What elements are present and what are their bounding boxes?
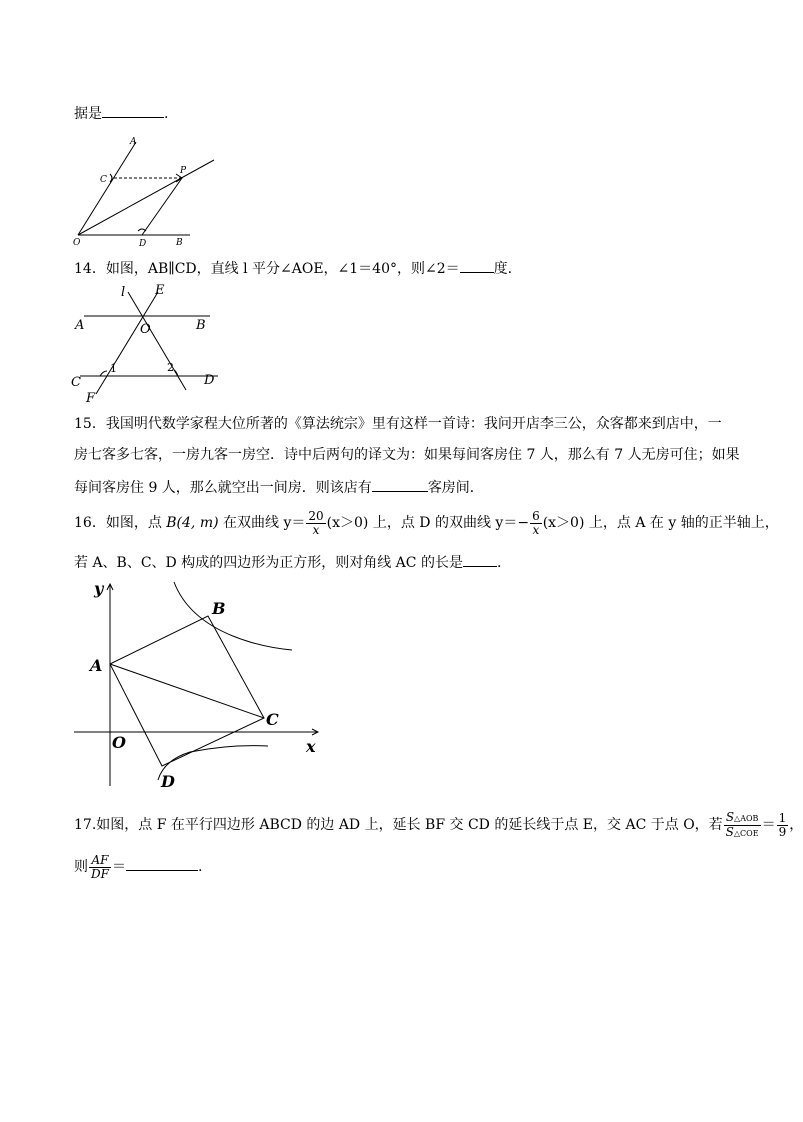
q17-area-num-s: S: [725, 809, 735, 824]
fig14-label-e: E: [155, 283, 165, 298]
q14-answer-blank[interactable]: [460, 258, 494, 273]
fig16-label-x: x: [306, 737, 316, 756]
fig14-label-l: l: [121, 285, 126, 300]
fig14-label-b: B: [196, 318, 206, 333]
q17-area-ratio: [724, 811, 761, 840]
fig13-label-a: A: [130, 137, 137, 147]
fig13-line-oa: [78, 142, 136, 235]
q17-one-ninth: [777, 812, 789, 839]
fig16-label-a: A: [90, 656, 103, 675]
q17-equals: ＝: [761, 817, 776, 833]
q16-point-b: B(4, m): [166, 515, 219, 531]
q17-ratio-den: 9: [778, 824, 787, 839]
fig16-label-b: B: [212, 599, 226, 618]
fig14-label-angle-2: 2: [167, 361, 174, 374]
fig14-label-c: C: [71, 375, 81, 390]
q16-frac2-den: x: [532, 522, 540, 537]
q17-area-num-sub: △AOB: [734, 813, 759, 823]
q17-af-over-df: [89, 854, 111, 881]
q15-answer-blank[interactable]: [372, 477, 428, 492]
fig13-label-d: D: [139, 239, 147, 249]
fig14-label-f: F: [86, 391, 96, 406]
q16-fraction-20-over-x: [306, 510, 325, 537]
q15-line-1: 15．我国明代数学家程大位所著的《算法统宗》里有这样一首诗：我问开店李三公，众客都来到店中，一: [74, 416, 722, 432]
q16-line-2-end: .: [496, 555, 502, 571]
fig16-curve-positive: [174, 582, 292, 650]
q16-text-c: (x＞0) 上，点 D 的双曲线 y＝−: [326, 515, 530, 531]
q16-answer-blank[interactable]: [463, 552, 497, 567]
q17-df: DF: [91, 866, 109, 881]
q17-line-2: [74, 852, 202, 882]
q16-text-b: 在双曲线 y＝: [218, 515, 306, 531]
fig13-label-c: C: [100, 175, 107, 185]
fig14-line-ef: [96, 292, 158, 394]
q17-area-den-s: S: [725, 824, 734, 839]
q15-line-3-post: 客房间．: [427, 480, 484, 496]
q13-tail: [74, 103, 168, 124]
fig14-label-a: A: [75, 318, 85, 333]
figure-14: [70, 282, 230, 404]
q17-line-2-end: .: [197, 859, 203, 875]
q17-comma: ，: [789, 817, 803, 833]
fig16-label-o: O: [112, 733, 126, 752]
q14-text: 如图，AB∥CD，直线 l 平分∠AOE，∠1＝40°，则∠2＝: [105, 261, 460, 277]
fig14-angle-1-arc: [100, 371, 107, 376]
q16-frac2-num: 6: [532, 508, 540, 523]
q15-line-3: [74, 477, 484, 498]
q13-end: .: [164, 106, 169, 122]
fig13-line-dp: [142, 178, 182, 235]
fig13-label-b: B: [176, 238, 183, 248]
fig16-label-y: y: [94, 579, 104, 598]
q17-line-1: [74, 810, 803, 840]
fig13-label-o: O: [73, 238, 81, 248]
q17-line-2-pre: 则: [74, 859, 88, 875]
q16-text-d: (x＞0) 上，点 A 在 y 轴的正半轴上，: [542, 515, 779, 531]
q17-af: AF: [89, 854, 111, 868]
fig14-label-angle-1: 1: [110, 362, 117, 375]
q16-line-2: [74, 552, 501, 573]
q16-text-a: 16．如图，点: [74, 515, 167, 531]
q13-answer-blank[interactable]: [102, 103, 164, 118]
q17-area-den-sub: △COE: [733, 828, 759, 838]
figure-13: [70, 132, 220, 250]
q16-frac1-num: 20: [308, 508, 324, 523]
q15-line-2: 房七客多七客，一房九客一房空．诗中后两句的译文为：如果每间客房住 7 人，那么有 7 人无房可住；如果: [74, 447, 740, 463]
q17-area-num: [724, 811, 761, 826]
q16-line-1: [74, 508, 779, 538]
q17-answer-blank[interactable]: [126, 856, 198, 871]
q14-line: [74, 258, 512, 279]
fig13-line-op: [78, 160, 214, 235]
q14-end: 度.: [493, 261, 513, 277]
q15-line-3-pre: 每间客房住 9 人，那么就空出一间房．则该店有: [74, 480, 372, 496]
q16-fraction-6-over-x: [530, 510, 542, 537]
q14-number: 14．: [74, 261, 106, 277]
fig16-label-d: D: [161, 772, 175, 791]
q17-line-2-equals: ＝: [111, 859, 126, 875]
q13-tail-text: 据是: [74, 106, 102, 122]
figure-16: [70, 576, 340, 798]
q17-ratio-num: 1: [778, 810, 787, 825]
fig13-label-p: P: [180, 166, 187, 176]
fig14-label-d: D: [204, 373, 215, 388]
q17-line-1-text: 17.如图，点 F 在平行四边形 ABCD 的边 AD 上，延长 BF 交 CD 的延长线于点 E，交 AC 于点 O，若: [74, 817, 723, 833]
q17-area-den: [724, 826, 761, 840]
q16-frac1-den: x: [312, 522, 320, 537]
q16-line-2-text: 若 A、B、C、D 构成的四边形为正方形，则对角线 AC 的长是: [74, 555, 463, 571]
fig14-label-o: O: [140, 322, 151, 337]
fig16-label-c: C: [266, 710, 279, 729]
